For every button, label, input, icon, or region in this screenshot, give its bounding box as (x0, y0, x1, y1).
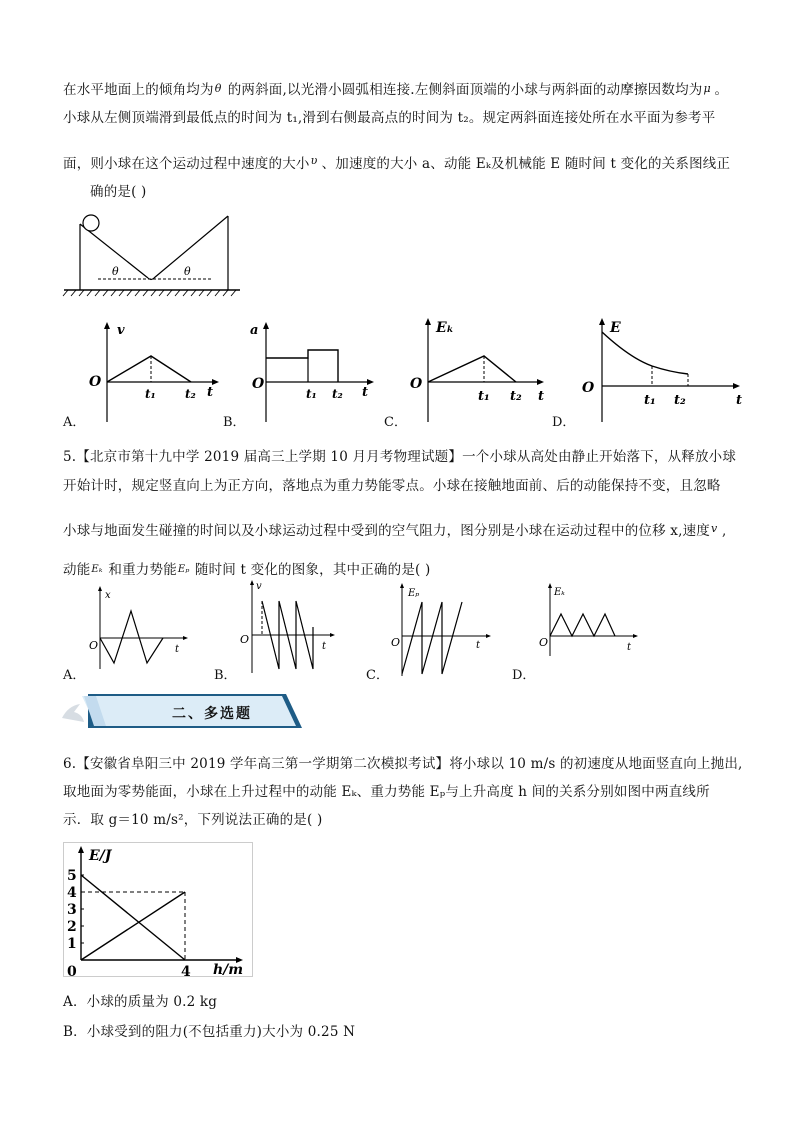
t-axis-label: t (627, 642, 632, 653)
q5-line1: 5.【北京市第十九中学 2019 届高三上学期 10 月月考物理试题】一个小球从高处由静止开始落下，从释放小球 (63, 449, 737, 465)
t-axis-label: t (207, 385, 214, 400)
v-symbol: v (711, 522, 718, 535)
origin-label: O (391, 636, 401, 649)
q4-option-c-letter: C． (384, 415, 407, 430)
q5-graph-d (535, 580, 645, 660)
potential-energy-curve (402, 602, 462, 674)
mu-symbol: μ (703, 82, 711, 95)
q5-option-b-letter: B． (214, 668, 237, 683)
t2-label: t₂ (185, 387, 196, 401)
origin-label: O (240, 633, 250, 646)
q5-line3: 小球与地面发生碰撞的时间以及小球运动过程中受到的空气阻力，图分别是小球在运动过程中的位移 x,速度 v , (63, 522, 727, 539)
y-tick-label: 3 (67, 902, 77, 918)
origin-label: O (582, 380, 595, 396)
q6-line2: 取地面为零势能面，小球在上升过程中的动能 Eₖ、重力势能 Eₚ与上升高度 h 间的关系分别如图中两直线所 (63, 784, 710, 800)
t2-label: t₂ (674, 393, 686, 408)
q5-graph-a (85, 583, 195, 673)
t-axis-label: t (538, 389, 545, 404)
t-axis-label: t (476, 640, 481, 651)
origin-label: O (89, 639, 99, 652)
section-title: 二、多选题 (172, 706, 252, 722)
ground-hatch (63, 290, 236, 296)
q6-option-b: B．小球受到的阻力(不包括重力)大小为 0.25 N (63, 1024, 356, 1040)
t-axis-label: t (175, 644, 180, 655)
q5-graph-c (390, 580, 500, 680)
t1-label: t₁ (306, 387, 317, 401)
mechanical-energy-curve (602, 332, 688, 374)
q6-option-a: A．小球的质量为 0.2 kg (63, 994, 218, 1010)
origin-label: O (89, 374, 102, 390)
y-label: Eₖ (554, 587, 565, 598)
y-label: v (256, 581, 262, 592)
q4-graph-d (560, 310, 760, 428)
t-axis-label: t (322, 641, 327, 652)
q4-graph-a (63, 318, 233, 428)
q4-line4: 确的是( ) (90, 184, 147, 200)
q5-line2: 开始计时，规定竖直向上为正方向，落地点为重力势能零点。小球在接触地面前、后的动能保持不变，且忽略 (63, 478, 721, 494)
theta-symbol: θ (214, 82, 222, 95)
displacement-curve (100, 611, 163, 663)
y-tick-label: 1 (67, 936, 77, 952)
right-slope (154, 216, 228, 278)
t1-label: t₁ (145, 387, 156, 401)
theta-right-label: θ (184, 265, 191, 278)
kinetic-energy-curve (550, 614, 615, 636)
origin-label: O (252, 376, 265, 392)
y-label: x (105, 590, 111, 601)
t2-label: t₂ (332, 387, 343, 401)
y-label: Eₚ (408, 588, 420, 599)
x-tick-label: 0 (67, 964, 77, 978)
q5-option-c-letter: C． (366, 668, 389, 683)
acceleration-curve (266, 350, 338, 382)
q4-option-d-letter: D． (552, 415, 576, 430)
y-tick-label: 4 (67, 885, 77, 901)
origin-label: O (410, 376, 423, 392)
t2-label: t₂ (510, 389, 522, 404)
t1-label: t₁ (478, 389, 490, 404)
x-axis-label: h/m (213, 962, 244, 978)
ek-symbol: Eₖ (91, 564, 103, 575)
y-label: v (117, 323, 125, 338)
q6-line1: 6.【安徽省阜阳三中 2019 学年高三第一学期第二次模拟考试】将小球以 10 m/s 的初速度从地面竖直向上抛出, (63, 756, 743, 772)
q4-line3: 面，则小球在这个运动过程中速度的大小 υ 、加速度的大小 a、动能 Eₖ及机械能 E 随时间 t 变化的关系图线正 (63, 154, 731, 172)
y-label: Eₖ (436, 320, 454, 336)
incline-diagram (62, 208, 242, 298)
q4-line2: 小球从左侧顶端滑到最低点的时间为 t₁,滑到右侧最高点的时间为 t₂。规定两斜面连接处所在水平面为参考平 (63, 110, 716, 126)
y-tick-label: 2 (67, 919, 77, 935)
y-label: a (250, 323, 259, 338)
energy-height-chart (63, 842, 255, 978)
origin-label: O (539, 636, 549, 649)
kinetic-energy-curve (428, 356, 516, 382)
theta-left-label: θ (112, 265, 119, 278)
banner-decoration (62, 704, 84, 722)
ep-symbol: Eₚ (177, 564, 190, 575)
q5-graph-b (234, 577, 344, 677)
q4-option-b-letter: B． (223, 415, 246, 430)
q4-option-a-letter: A． (63, 415, 86, 430)
ball (83, 215, 99, 231)
t-axis-label: t (736, 393, 743, 408)
q4-line1: 在水平地面上的倾角均为 θ 的两斜面,以光滑小圆弧相连接.左侧斜面顶端的小球与两斜面的动摩擦因数均为 μ 。 (63, 82, 729, 98)
y-axis-label: E/J (89, 848, 112, 864)
q6-line3: 示．取 g＝10 m/s²，下列说法正确的是( ) (63, 812, 323, 828)
t1-label: t₁ (644, 393, 656, 408)
q5-option-a-letter: A． (63, 668, 86, 683)
y-label: E (610, 320, 621, 336)
q5-option-d-letter: D． (512, 668, 536, 683)
nu-symbol: υ (310, 154, 318, 167)
q5-line4: 动能 Eₖ 和重力势能 Eₚ 随时间 t 变化的图象，其中正确的是( ) (63, 562, 431, 578)
q4-graph-c (380, 310, 560, 428)
velocity-curve (107, 356, 191, 382)
x-tick-label: 4 (181, 964, 191, 978)
y-tick-label: 5 (67, 868, 77, 884)
t-axis-label: t (362, 385, 369, 400)
